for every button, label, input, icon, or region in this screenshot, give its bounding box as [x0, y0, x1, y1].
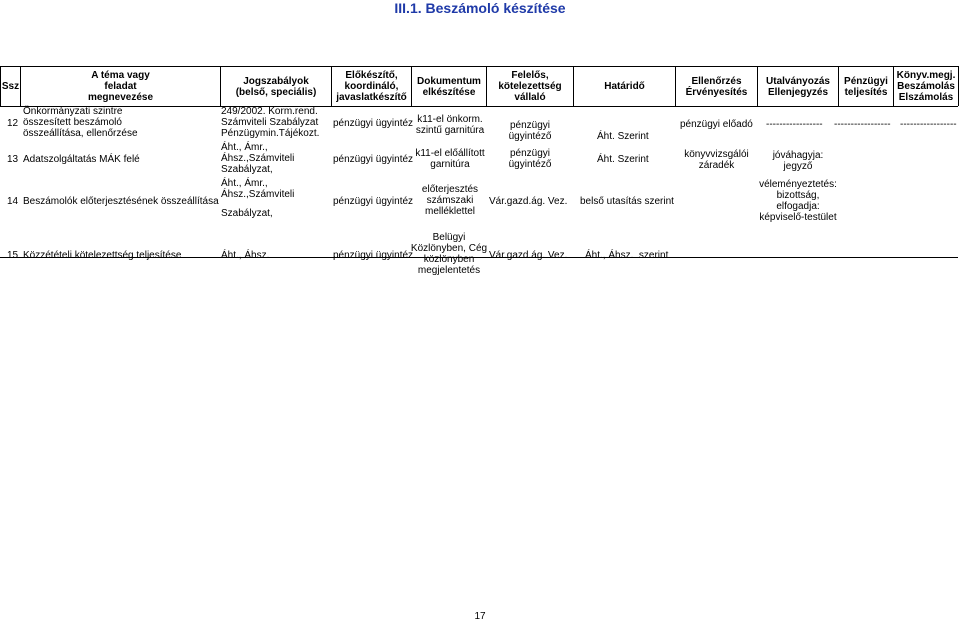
header-ssz: Ssz: [1, 81, 20, 92]
header-utalvanyozas: Utalványozás Ellenjegyzés: [766, 76, 830, 98]
header-elokeszito: Előkészítő, koordináló, javaslatkészítő: [336, 70, 407, 103]
header-dokumentum: Dokumentum elkészítése: [417, 76, 481, 98]
page-title: III.1. Beszámoló készítése: [394, 0, 566, 16]
header-penzugyi: Pénzügyi teljesítés: [844, 76, 888, 98]
header-ellenorzes: Ellenőrzés Érvényesítés: [685, 76, 748, 98]
header-konyv: Könyv.megj. Beszámolás Elszámolás: [896, 70, 956, 103]
page-number: 17: [474, 611, 486, 622]
header-tema: A téma vagy feladat megnevezése: [87, 70, 154, 103]
header-jogszabalyok: Jogszabályok (belső, speciális): [235, 76, 317, 98]
header-felelos: Felelős, kötelezettség vállaló: [498, 70, 562, 103]
header-hatarido: Határidő: [604, 81, 645, 92]
